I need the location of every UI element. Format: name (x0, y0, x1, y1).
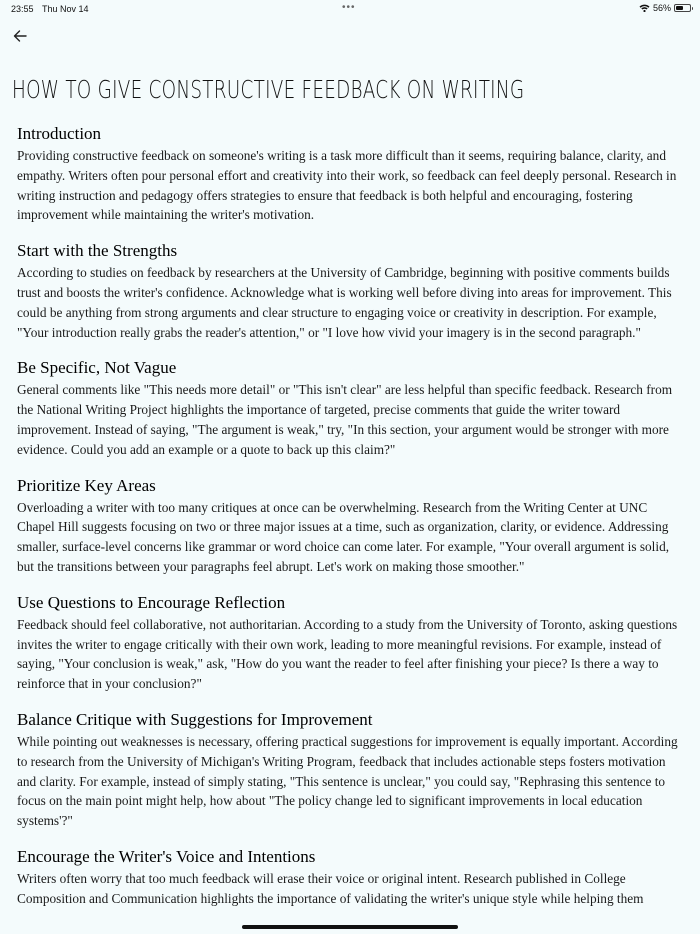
battery-percent: 56% (652, 3, 671, 13)
section-heading: Be Specific, Not Vague (17, 358, 177, 378)
section-body: According to studies on feedback by researchers at the University of Cambridge, beginning with positive comments builds trust and boosts the writer's confidence. Acknowledge what is working well before diving into areas for improvement. This could be anything from strong arguments and clear structure to engaging voice or creativity in description. For example, "Your introduction really grabs the reader's attention," or "I love how vivid your imagery is in the second paragraph." (17, 265, 672, 340)
back-button[interactable] (12, 28, 28, 44)
status-time: 23:55 (11, 4, 34, 14)
section-heading: Encourage the Writer's Voice and Intentions (17, 846, 316, 866)
section-body: Writers often worry that too much feedback will erase their voice or original intent. Research published in College Composition and Communication highlights the importance of validating the writer's unique style while helping them (17, 870, 644, 906)
section-heading: Balance Critique with Suggestions for Improvement (17, 709, 373, 729)
battery-level-fill (676, 6, 683, 10)
home-indicator[interactable] (242, 925, 458, 929)
section-body: While pointing out weaknesses is necessary, offering practical suggestions for improvement is equally important. According to research from the University of Michigan's Writing Program, feedback that includes actionable steps fosters motivation and clarity. For example, instead of simply stating, "This sentence is unclear," you could say, "Rephrasing this sentence to focus on the main point might help, how about "The policy change led to significant improvements in local education systems'?" (17, 733, 678, 829)
article-section (17, 476, 687, 577)
battery-icon (674, 4, 691, 12)
article-content (17, 124, 687, 925)
page-title: HOW TO GIVE CONSTRUCTIVE FEEDBACK ON WRITING (12, 76, 525, 105)
section-body: Overloading a writer with too many critiques at once can be overwhelming. Research from the Writing Center at UNC Chapel Hill suggests focusing on two or three major issues at a time, such as organization, clarity, or evidence. Addressing smaller, surface-level concerns like grammar or word choice can come later. For example, "Your overall argument is solid, but the transitions between your paragraphs feel abrupt. Let's work on making those smoother." (17, 499, 670, 574)
status-date: Thu Nov 14 (42, 4, 89, 14)
section-heading: Start with the Strengths (17, 241, 178, 261)
section-body: Feedback should feel collaborative, not authoritarian. According to a study from the University of Toronto, asking questions invites the writer to engage critically with their own work, leading to more meaningful revisions. For example, instead of saying, "Your conclusion is weak," ask, "How do you want the reader to feel after finishing your piece? Is there a way to reinforce that in your conclusion?" (17, 616, 678, 692)
section-heading: Use Questions to Encourage Reflection (17, 592, 286, 612)
section-heading: Introduction (17, 124, 102, 143)
multitasking-dots-icon[interactable]: ••• (342, 2, 356, 13)
section-heading: Prioritize Key Areas (17, 475, 156, 495)
status-indicators (639, 3, 691, 13)
article-section (17, 847, 687, 909)
wifi-icon (639, 4, 650, 12)
article-section (17, 710, 687, 831)
article-section (17, 358, 687, 459)
section-body: Providing constructive feedback on someone's writing is a task more difficult than it seems, requiring balance, clarity, and empathy. Writers often pour personal effort and creativity into their work, so feedback can feel deeply personal. Research in writing instruction and pedagogy offers strategies to ensure that feedback is both helpful and encouraging, fostering improvement while maintaining the writer's motivation. (17, 148, 677, 223)
section-body: General comments like "This needs more detail" or "This isn't clear" are less helpful than specific feedback. Research from the National Writing Project highlights the importance of targeted, precise comments that guide the writer toward improvement. Instead of saying, "The argument is weak," try, "In this section, your argument would be stronger with more evidence. Could you add an example or a quote to back up this claim?" (17, 382, 673, 457)
article-section (17, 124, 687, 225)
status-bar (0, 0, 700, 18)
article-section (17, 241, 687, 342)
arrow-left-icon (12, 28, 28, 44)
article-section (17, 593, 687, 694)
